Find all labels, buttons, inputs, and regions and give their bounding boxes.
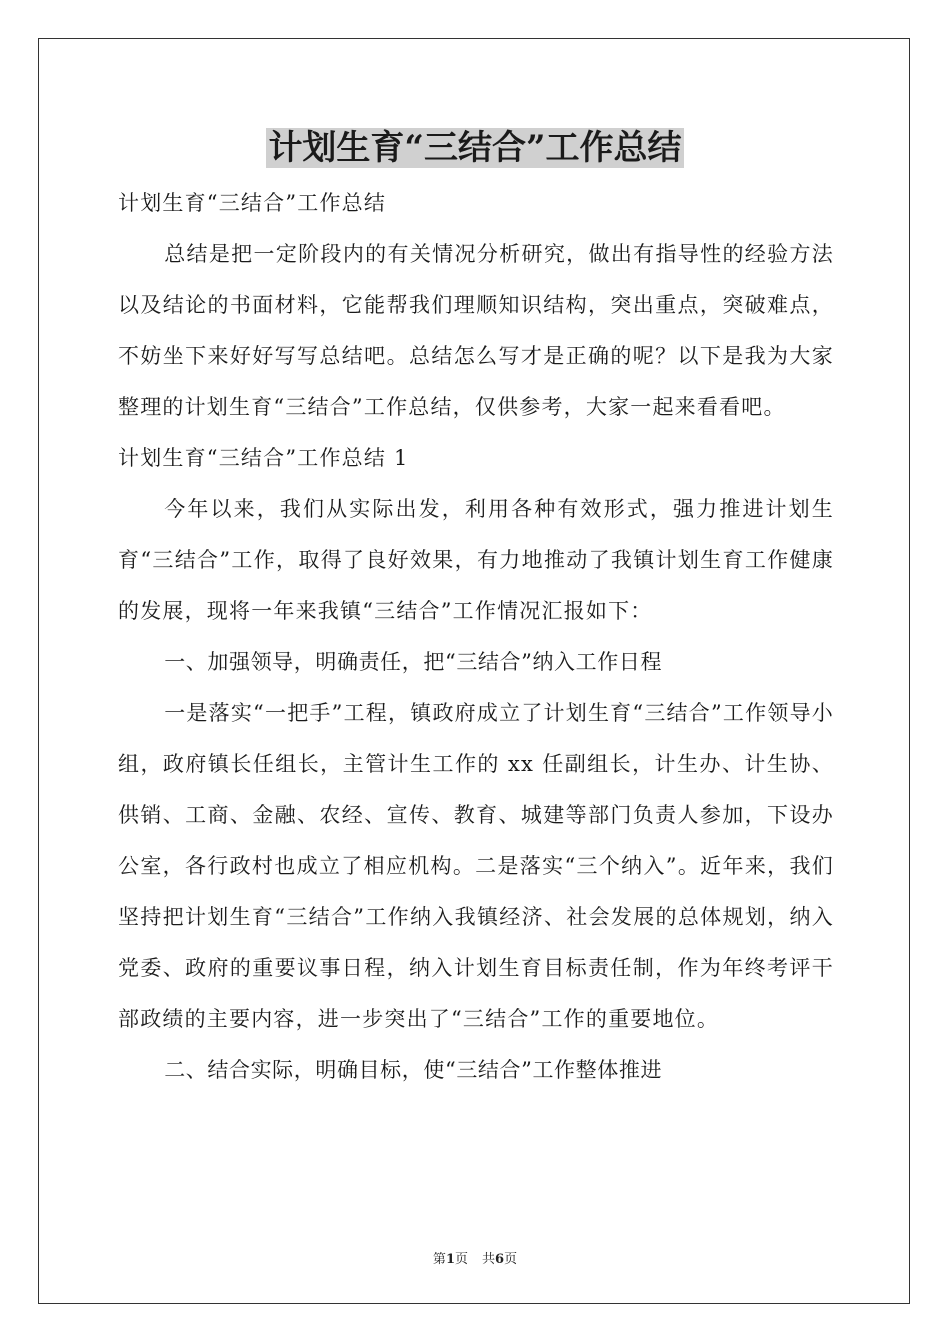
body-paragraph-2: 一是落实“一把手”工程，镇政府成立了计划生育“三结合”工作领导小组，政府镇长任组长，主管计生工作的 xx 任副组长，计生办、计生协、供销、工商、金融、农经、宣传、教育、城建等部门负责人参加，下设办公室，各行政村也成立了相应机构。二是落实“三个纳入”。近年来，我们坚持把计划生育“三结合”工作纳入我镇经济、社会发展的总体规划，纳入党委、政府的重要议事日程，纳入计划生育目标责任制，作为年终考评干部政绩的主要内容，进一步突出了“三结合”工作的重要地位。: [118, 701, 834, 1031]
subheading-2: 二、结合实际，明确目标，使“三结合”工作整体推进: [164, 1058, 663, 1082]
subheading-1: 一、加强领导，明确责任，把“三结合”纳入工作日程: [164, 650, 663, 674]
intro-paragraph: 总结是把一定阶段内的有关情况分析研究，做出有指导性的经验方法以及结论的书面材料，它能帮我们理顺知识结构，突出重点，突破难点，不妨坐下来好好写写总结吧。总结怎么写才是正确的呢？以下是我为大家整理的计划生育“三结合”工作总结，仅供参考，大家一起来看看吧。: [118, 242, 834, 419]
footer-page-prefix: 第: [432, 1252, 446, 1267]
footer-page-current: 1: [445, 1252, 455, 1267]
footer-total-prefix: 共: [482, 1252, 496, 1267]
footer-page-total: 6: [495, 1252, 505, 1267]
intro-heading: 计划生育“三结合”工作总结: [118, 191, 387, 215]
document-title: [0, 124, 950, 172]
document-title-text: 计划生育“三结合”工作总结: [268, 128, 682, 168]
page-footer: [0, 1248, 950, 1267]
body-paragraph-1: 今年以来，我们从实际出发，利用各种有效形式，强力推进计划生育“三结合”工作，取得了良好效果，有力地推动了我镇计划生育工作健康的发展，现将一年来我镇“三结合”工作情况汇报如下：: [118, 497, 834, 623]
section-heading-1: 计划生育“三结合”工作总结 1: [118, 446, 409, 470]
footer-total-unit: 页: [504, 1252, 518, 1267]
document-body: [118, 178, 834, 1096]
footer-page-unit: 页: [454, 1252, 468, 1267]
